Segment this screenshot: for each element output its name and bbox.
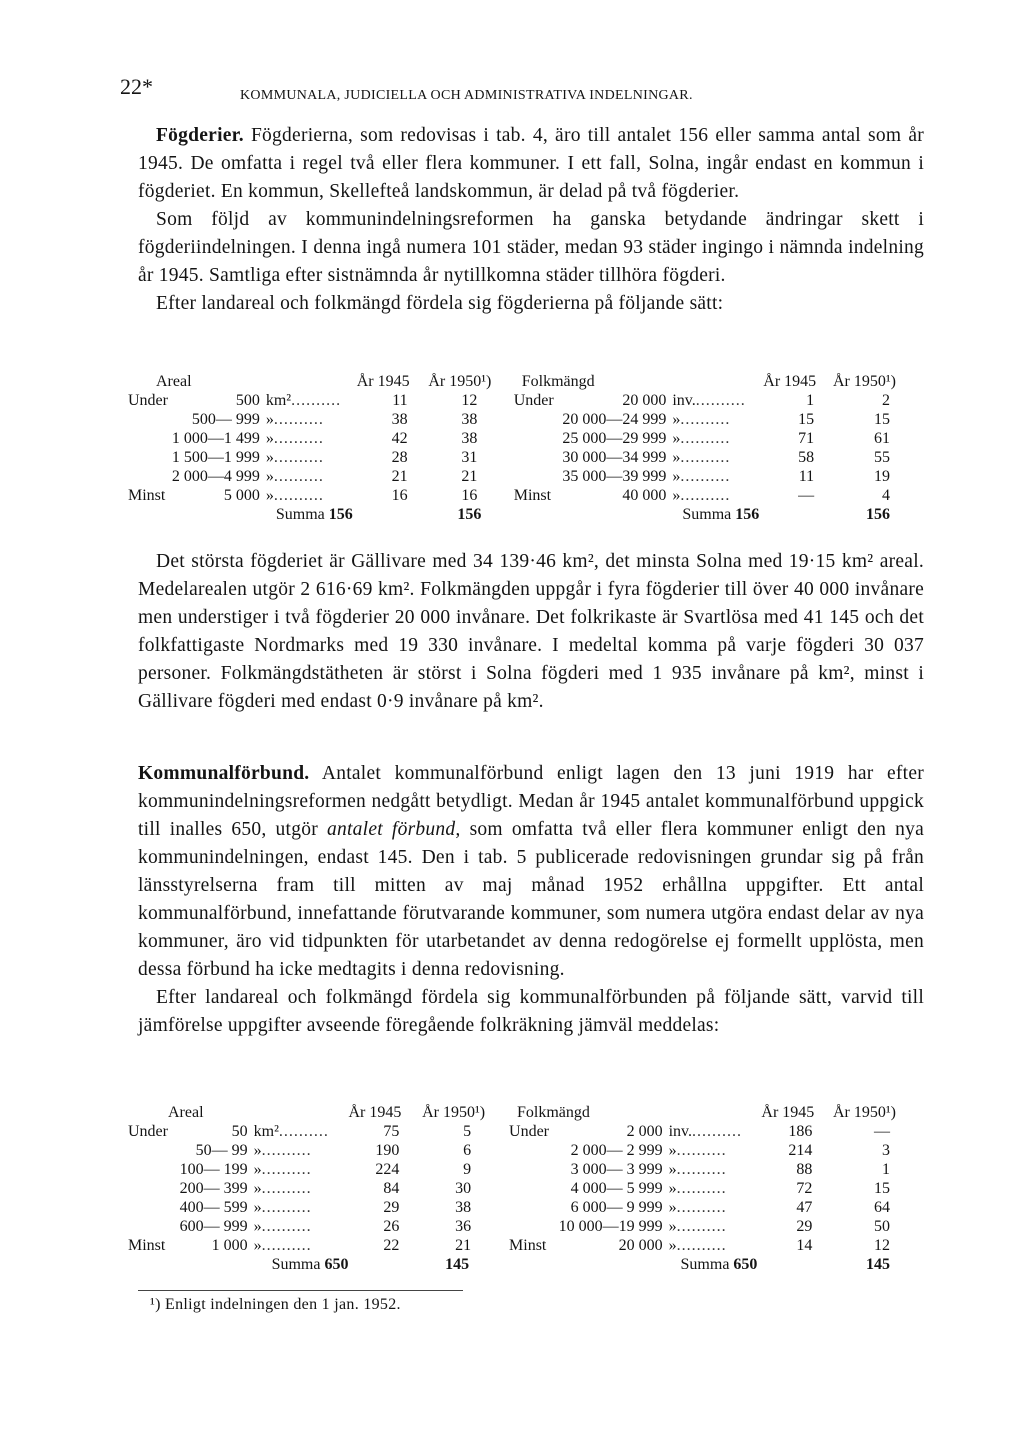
folk-label: Minst	[513, 487, 552, 504]
leader-dots: ..........	[680, 430, 731, 447]
column-gap	[493, 1236, 509, 1255]
folk-1950-value: 64	[874, 1199, 890, 1216]
areal-range: 1 000	[211, 1237, 248, 1254]
table-row	[128, 1217, 898, 1236]
areal-unit-text: »	[265, 411, 274, 428]
folk-1950-value: 12	[874, 1237, 890, 1254]
column-gap	[493, 1160, 509, 1179]
areal-1950-value: 6	[463, 1142, 472, 1159]
folk-unit	[665, 1198, 762, 1217]
folk-1950-value: 15	[874, 1180, 890, 1197]
areal-1945-value: 190	[375, 1142, 400, 1159]
sum-label-areal: Summa	[271, 1256, 321, 1273]
areal-label	[128, 429, 169, 448]
table-row	[128, 448, 898, 467]
areal-1950-value: 38	[461, 411, 478, 428]
folk-range: 25 000—29 999	[562, 430, 667, 447]
running-head: KOMMUNALA, JUDICIELLA OCH ADMINISTRATIVA INDELNINGAR.	[240, 88, 693, 103]
folk-1945-value: —	[798, 487, 815, 504]
header-1950-folk: År 1950¹)	[832, 1104, 896, 1121]
areal-range: 50— 99	[195, 1142, 248, 1159]
areal-unit-text: »	[253, 1218, 262, 1235]
areal-unit-text: »	[253, 1180, 262, 1197]
areal-unit	[250, 1217, 349, 1236]
areal-1950-value: 21	[455, 1237, 472, 1254]
column-gap	[499, 391, 513, 410]
folk-range: 40 000	[622, 487, 667, 504]
areal-1945-value: 75	[383, 1123, 400, 1140]
folk-1950-value: 2	[882, 392, 890, 409]
sum-folk-1945: 650	[733, 1256, 758, 1273]
column-gap	[493, 1141, 509, 1160]
paragraph-kommunalforbund-2: Efter landareal och folkmängd fördela sig kommunalförbunden på följande sätt, varvid till jämförelse uppgifter avseende föregående folkräkning jämväl meddelas:	[138, 987, 924, 1036]
folk-1945-value: 15	[798, 411, 815, 428]
leader-dots: ..........	[273, 449, 324, 466]
folk-unit-text: inv.	[672, 392, 696, 409]
folk-unit	[665, 1236, 762, 1255]
leader-dots: ..........	[273, 430, 324, 447]
areal-1945-value: 26	[383, 1218, 400, 1235]
folk-label	[514, 429, 556, 448]
sum-areal-1950: 145	[445, 1256, 470, 1273]
folk-unit	[665, 1141, 762, 1160]
leader-dots: ..........	[680, 411, 731, 428]
areal-1945-value: 224	[375, 1161, 400, 1178]
areal-range: 50	[231, 1123, 248, 1140]
areal-range: 200— 399	[179, 1180, 248, 1197]
leader-dots: ..........	[261, 1237, 312, 1254]
column-gap	[499, 429, 513, 448]
areal-unit	[250, 1160, 349, 1179]
areal-range: 100— 199	[179, 1161, 248, 1178]
folk-1950-value: —	[874, 1123, 890, 1140]
areal-1950-value: 31	[461, 449, 478, 466]
areal-unit	[262, 391, 357, 410]
folk-1950-value: 15	[874, 411, 890, 428]
table-row	[128, 486, 898, 505]
areal-1950-value: 38	[455, 1199, 472, 1216]
footnote-rule	[138, 1290, 463, 1291]
areal-label	[128, 1160, 174, 1179]
areal-range: 400— 599	[179, 1199, 248, 1216]
paragraph-fogderier-4: Det största fögderiet är Gällivare med 34 139·46 km², det minsta Solna med 19·15 km² areal. Medelarealen utgör 2 616·69 km². Folkmängden uppgår i fyra fögderier till över 40 000 invånare men understiger i två fögderier 20 000 invånare. Det folkrikaste är Svartlösa med 41 145 och det folkfattigaste Nordmarks med 19 330 invånare. I medeltal komma på varje fögderi 30 037 personer. Folkmängdstätheten är störst i Solna fögderi med 1 935 invånare på km², minst i Gällivare fögderi med endast 0·9 invånare på km².	[138, 551, 924, 712]
areal-label	[128, 448, 169, 467]
table-header-row	[128, 372, 898, 391]
areal-unit-text: »	[265, 468, 274, 485]
areal-unit	[250, 1198, 349, 1217]
folk-range: 10 000—19 999	[558, 1218, 663, 1235]
paragraph-text: Antalet kommunalförbund enligt lagen den 13 juni 1919 har efter kommunindelningsreformen nedgått betydligt. Medan år 1945 antalet kommunalförbund uppgick till inalles 650, utgör	[138, 763, 924, 840]
folk-range: 2 000— 2 999	[570, 1142, 663, 1159]
areal-unit-text: km²	[265, 392, 292, 409]
folk-unit	[665, 1179, 762, 1198]
folk-label	[514, 410, 556, 429]
areal-unit	[250, 1141, 349, 1160]
paragraph-kommunalforbund-1	[138, 760, 924, 984]
folk-1950-value: 61	[874, 430, 890, 447]
folk-unit	[668, 486, 763, 505]
folk-unit-text: »	[672, 487, 681, 504]
table-header-row	[128, 1103, 898, 1122]
folk-1945-value: 11	[798, 468, 815, 485]
folk-unit	[668, 391, 763, 410]
areal-1950-value: 38	[461, 430, 478, 447]
folk-label	[514, 448, 556, 467]
sum-folk-1945: 156	[735, 506, 760, 523]
folk-unit	[668, 467, 763, 486]
table-row	[128, 467, 898, 486]
folk-range: 20 000	[618, 1237, 663, 1254]
paragraph-fogderier-1	[138, 122, 924, 206]
folk-range: 20 000	[622, 392, 667, 409]
leader-dots: ..........	[261, 1161, 312, 1178]
header-1945-areal: År 1945	[348, 1104, 402, 1121]
folk-range: 30 000—34 999	[562, 449, 667, 466]
leader-dots: ..........	[273, 411, 324, 428]
table-row	[128, 1122, 898, 1141]
paragraph-text: Fögderierna, som redovisas i tab. 4, äro till antalet 156 eller samma antal som år 1945. De omfatta i regel två eller flera kommuner. I ett fall, Solna, ingår endast en kommun i fögderiet. En kommun, Skellefteå landskommun, är delad på två fögderier.	[138, 125, 924, 202]
footnote: ¹) Enligt indelningen den 1 jan. 1952.	[150, 1296, 401, 1313]
folk-1945-value: 14	[796, 1237, 813, 1254]
areal-1950-value: 21	[461, 468, 478, 485]
areal-label	[128, 1179, 174, 1198]
areal-1945-value: 42	[391, 430, 408, 447]
italic-phrase: antalet förbund,	[326, 819, 461, 840]
folk-unit	[665, 1122, 762, 1141]
areal-label	[128, 467, 169, 486]
sum-areal-1950: 156	[457, 506, 482, 523]
leader-dots: ..........	[691, 1123, 742, 1140]
areal-1945-value: 16	[391, 487, 408, 504]
column-gap	[499, 448, 513, 467]
folk-1945-value: 47	[796, 1199, 813, 1216]
areal-unit	[262, 448, 357, 467]
areal-label	[128, 1141, 174, 1160]
areal-unit-text: »	[265, 487, 274, 504]
folk-label	[509, 1179, 551, 1198]
areal-1945-value: 11	[392, 392, 408, 409]
areal-1950-value: 16	[461, 487, 478, 504]
areal-unit-text: »	[253, 1142, 262, 1159]
areal-range: 2 000—4 999	[171, 468, 260, 485]
sum-areal-1945: 650	[324, 1256, 349, 1273]
column-gap	[493, 1179, 509, 1198]
folk-label	[509, 1217, 551, 1236]
folk-1950-value: 3	[882, 1142, 890, 1159]
leader-dots: ..........	[676, 1180, 727, 1197]
folk-1945-value: 214	[788, 1142, 813, 1159]
folk-range: 20 000—24 999	[562, 411, 667, 428]
sum-folk-1950: 145	[866, 1256, 890, 1273]
kommunalforbund-distribution-table	[128, 1103, 898, 1274]
table-row	[128, 410, 898, 429]
header-areal: Areal	[168, 1104, 204, 1121]
leader-dots: ..........	[676, 1218, 727, 1235]
folk-1945-value: 186	[788, 1123, 813, 1140]
leader-dots: ..........	[676, 1237, 727, 1254]
areal-1945-value: 29	[383, 1199, 400, 1216]
leader-dots: ..........	[273, 487, 324, 504]
leader-dots: ..........	[676, 1199, 727, 1216]
column-gap	[493, 1198, 509, 1217]
leader-dots: ..........	[261, 1180, 312, 1197]
leader-dots: ..........	[680, 487, 731, 504]
folk-unit-text: »	[668, 1161, 677, 1178]
page-number: 22*	[120, 74, 153, 99]
folk-unit-text: »	[668, 1180, 677, 1197]
section-fogderier-summary	[138, 548, 924, 716]
areal-unit-text: »	[253, 1199, 262, 1216]
column-gap	[493, 1217, 509, 1236]
areal-range: 1 000—1 499	[171, 430, 260, 447]
folk-label: Under	[513, 392, 554, 409]
areal-1945-value: 21	[391, 468, 408, 485]
areal-unit-text: km²	[253, 1123, 279, 1140]
folk-label: Minst	[509, 1237, 547, 1254]
folk-unit-text: »	[672, 430, 681, 447]
table-row	[128, 1198, 898, 1217]
areal-range: 500	[235, 392, 260, 409]
folk-unit	[665, 1160, 762, 1179]
header-1945-folk: År 1945	[761, 1104, 815, 1121]
header-1950-areal: År 1950¹)	[422, 1104, 486, 1121]
folk-1945-value: 1	[806, 392, 815, 409]
folk-range: 6 000— 9 999	[570, 1199, 663, 1216]
areal-label: Under	[128, 392, 168, 409]
page-header	[120, 74, 920, 104]
areal-label	[128, 410, 169, 429]
header-1950-folk: År 1950¹)	[832, 373, 896, 390]
header-folkmangd: Folkmängd	[517, 1104, 590, 1121]
folk-1945-value: 88	[796, 1161, 813, 1178]
leader-dots: ..........	[680, 468, 731, 485]
areal-1945-value: 84	[383, 1180, 400, 1197]
table-row	[128, 1141, 898, 1160]
leader-dots: ..........	[291, 392, 342, 409]
areal-unit	[262, 486, 357, 505]
folk-unit-text: »	[672, 449, 681, 466]
paragraph-text: som omfatta två eller flera kommuner enligt den nya kommunindelningen, endast 145. Den i tab. 5 publicerade redovisningen grundar sig på från länsstyrelserna fram till mitten av maj månad 1952 erhållna uppgifter. Ett antal kommunalförbund, innefattande förutvarande kommuner, som numera utgöra endast delar av nya kommuner, äro vid tidpunkten för utarbetandet av denna redogörelse ej formellt upplösta, men dessa förbund ha icke medtagits i denna redovisning.	[138, 819, 925, 980]
header-1945-folk: År 1945	[763, 373, 817, 390]
sum-folk-1950: 156	[866, 506, 890, 523]
sum-label-folk: Summa	[682, 506, 732, 523]
areal-label	[128, 1198, 174, 1217]
section-kommunalforbund	[138, 760, 924, 1040]
areal-range: 5 000	[223, 487, 260, 504]
folk-unit-text: inv.	[668, 1123, 692, 1140]
areal-label: Minst	[128, 487, 166, 504]
leader-dots: ..........	[261, 1218, 312, 1235]
areal-unit-text: »	[253, 1237, 262, 1254]
section-fogderier	[138, 122, 924, 318]
areal-1945-value: 22	[383, 1237, 400, 1254]
folk-1945-value: 58	[798, 449, 815, 466]
areal-range: 600— 999	[179, 1218, 248, 1235]
table-sum-row	[128, 1255, 898, 1274]
folk-range: 4 000— 5 999	[570, 1180, 663, 1197]
folk-range: 2 000	[626, 1123, 663, 1140]
sum-areal-1945: 156	[328, 506, 353, 523]
column-gap	[499, 467, 513, 486]
paragraph-fogderier-3: Efter landareal och folkmängd fördela sig fögderierna på följande sätt:	[156, 293, 724, 314]
folk-unit-text: »	[668, 1218, 677, 1235]
folk-unit	[668, 429, 763, 448]
areal-label	[128, 1217, 174, 1236]
folk-1950-value: 1	[882, 1161, 890, 1178]
leader-dots: ..........	[261, 1142, 312, 1159]
table-row	[128, 1236, 898, 1255]
folk-range: 35 000—39 999	[562, 468, 667, 485]
leader-dots: ..........	[695, 392, 746, 409]
areal-1945-value: 38	[391, 411, 408, 428]
folk-unit-text: »	[668, 1237, 677, 1254]
areal-1950-value: 30	[455, 1180, 472, 1197]
areal-unit	[250, 1179, 349, 1198]
areal-range: 500— 999	[191, 411, 260, 428]
header-1950-areal: År 1950¹)	[428, 373, 492, 390]
leader-dots: ..........	[261, 1199, 312, 1216]
folk-1950-value: 4	[882, 487, 890, 504]
areal-unit	[250, 1122, 349, 1141]
section-title-kommunalforbund: Kommunalförbund.	[138, 763, 310, 784]
areal-label: Under	[128, 1123, 168, 1140]
folk-1950-value: 19	[874, 468, 890, 485]
header-folkmangd: Folkmängd	[521, 373, 595, 390]
folk-label	[509, 1160, 551, 1179]
table-row	[128, 391, 898, 410]
header-1945-areal: År 1945	[356, 373, 410, 390]
folk-label: Under	[509, 1123, 549, 1140]
areal-1950-value: 12	[461, 392, 478, 409]
paragraph-fogderier-2: Som följd av kommunindelningsreformen ha ganska betydande ändringar skett i fögderiindelningen. I denna ingå numera 101 städer, medan 93 städer ingingo i nämnda indelning år 1945. Samtliga efter sistnämnda år nytillkomna städer tillhöra fögderi.	[138, 209, 924, 286]
folk-unit-text: »	[668, 1199, 677, 1216]
areal-1950-value: 36	[455, 1218, 472, 1235]
folk-1945-value: 29	[796, 1218, 813, 1235]
table-sum-row	[128, 505, 898, 524]
column-gap	[493, 1122, 509, 1141]
folk-label	[514, 467, 556, 486]
folk-unit-text: »	[668, 1142, 677, 1159]
table-row	[128, 1160, 898, 1179]
table-row	[128, 1179, 898, 1198]
areal-unit	[250, 1236, 349, 1255]
folk-1945-value: 72	[796, 1180, 813, 1197]
folk-unit	[668, 448, 763, 467]
table-row	[128, 429, 898, 448]
fogderier-distribution-table	[128, 372, 898, 524]
leader-dots: ..........	[676, 1142, 727, 1159]
folk-1950-value: 55	[874, 449, 890, 466]
leader-dots: ..........	[680, 449, 731, 466]
leader-dots: ..........	[273, 468, 324, 485]
leader-dots: ..........	[278, 1123, 329, 1140]
folk-unit-text: »	[672, 411, 681, 428]
folk-range: 3 000— 3 999	[570, 1161, 663, 1178]
header-areal: Areal	[156, 373, 192, 390]
areal-unit-text: »	[265, 430, 274, 447]
column-gap	[499, 486, 513, 505]
folk-unit-text: »	[672, 468, 681, 485]
folk-1945-value: 71	[798, 430, 815, 447]
areal-unit	[262, 467, 357, 486]
folk-label	[509, 1141, 551, 1160]
folk-label	[509, 1198, 551, 1217]
sum-label-areal: Summa	[275, 506, 325, 523]
areal-1950-value: 5	[463, 1123, 472, 1140]
areal-unit-text: »	[265, 449, 274, 466]
areal-unit-text: »	[253, 1161, 262, 1178]
areal-unit	[262, 429, 357, 448]
areal-unit	[262, 410, 357, 429]
section-title-fogderier: Fögderier.	[156, 125, 244, 146]
column-gap	[499, 410, 513, 429]
areal-label: Minst	[128, 1237, 166, 1254]
sum-label-folk: Summa	[680, 1256, 730, 1273]
areal-1945-value: 28	[391, 449, 408, 466]
folk-unit	[665, 1217, 762, 1236]
areal-1950-value: 9	[463, 1161, 472, 1178]
folk-1950-value: 50	[874, 1218, 890, 1235]
areal-range: 1 500—1 999	[171, 449, 260, 466]
leader-dots: ..........	[676, 1161, 727, 1178]
folk-unit	[668, 410, 763, 429]
